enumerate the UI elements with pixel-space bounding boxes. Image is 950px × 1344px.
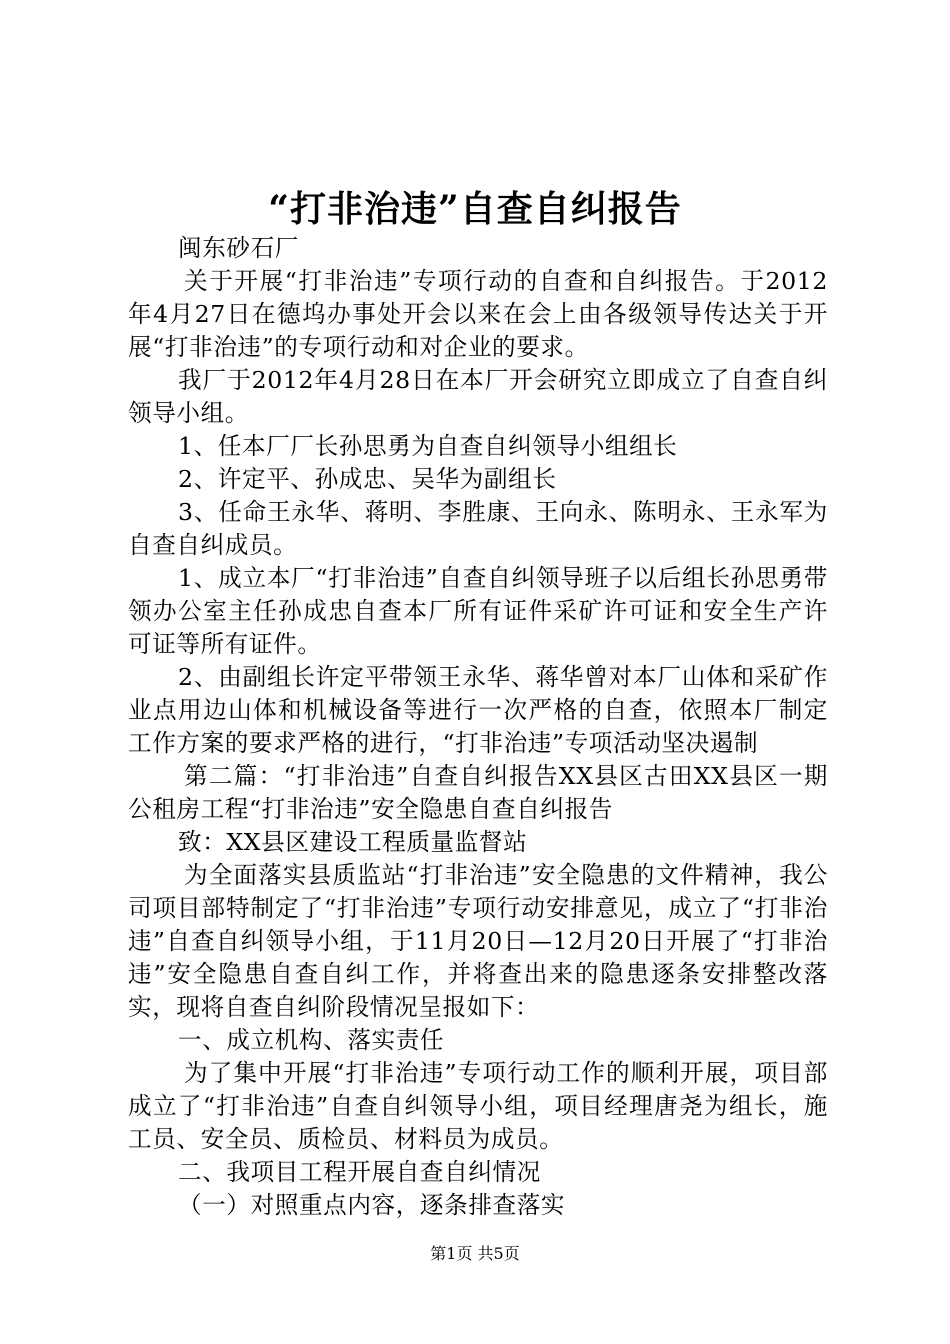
paragraph: 1、任本厂厂长孙思勇为自查自纠领导小组组长	[178, 432, 678, 460]
paragraph: 致：XX县区建设工程质量监督站	[178, 828, 528, 856]
paragraph: 二、我项目工程开展自查自纠情况	[178, 1158, 541, 1186]
paragraph: 3、任命王永华、蒋明、李胜康、王向永、陈明永、王永军为自查自纠成员。	[128, 498, 828, 559]
paragraph: 为了集中开展“打非治违”专项行动工作的顺利开展，项目部成立了“打非治违”自查自纠领导小组，项目经理唐尧为组长，施工员、安全员、质检员、材料员为成员。	[128, 1059, 828, 1153]
paragraph: 闽东砂石厂	[178, 234, 299, 262]
document-title: “打非治违”自查自纠报告	[268, 188, 682, 230]
paragraph: 2、由副组长许定平带领王永华、蒋华曾对本厂山体和采矿作业点用边山体和机械设备等进行一次严格的自查，依照本厂制定工作方案的要求严格的进行，“打非治违”专项活动坚决遏制	[128, 663, 828, 757]
document-body	[128, 232, 828, 1222]
paragraph: 1、成立本厂“打非治违”自查自纠领导班子以后组长孙思勇带领办公室主任孙成忠自查本厂所有证件采矿许可证和安全生产许可证等所有证件。	[128, 564, 828, 658]
paragraph: 关于开展“打非治违”专项行动的自查和自纠报告。于2012年4月27日在德坞办事处开会以来在会上由各级领导传达关于开展“打非治违”的专项行动和对企业的要求。	[128, 267, 828, 361]
paragraph: 2、许定平、孙成忠、吴华为副组长	[178, 465, 557, 493]
paragraph: 第二篇：“打非治违”自查自纠报告XX县区古田XX县区一期公租房工程“打非治违”安全隐患自查自纠报告	[128, 762, 828, 823]
paragraph: 一、成立机构、落实责任	[178, 1026, 445, 1054]
paragraph: 为全面落实县质监站“打非治违”安全隐患的文件精神，我公司项目部特制定了“打非治违”专项行动安排意见，成立了“打非治违”自查自纠领导小组，于11月20日—12月20日开展了“打非治违”安全隐患自查自纠工作，并将查出来的隐患逐条安排整改落实，现将自查自纠阶段情况呈报如下：	[128, 861, 828, 1021]
page-number-footer: 第1页 共5页	[430, 1244, 520, 1263]
paragraph: （一）对照重点内容，逐条排查落实	[178, 1191, 566, 1219]
paragraph: 我厂于2012年4月28日在本厂开会研究立即成立了自查自纠领导小组。	[128, 366, 828, 427]
